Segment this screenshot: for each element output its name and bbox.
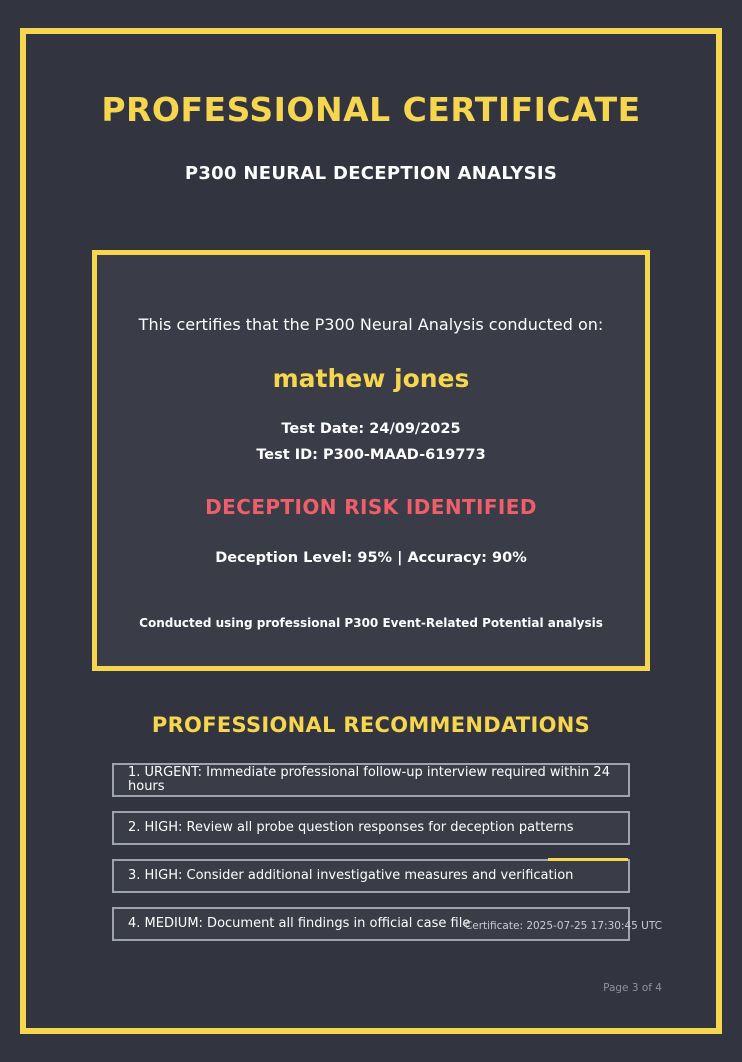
page-title: PROFESSIONAL CERTIFICATE <box>101 90 641 129</box>
recommendation-text: 3. HIGH: Consider additional investigative measures and verification <box>128 868 574 883</box>
gold-accent-bar <box>548 858 628 861</box>
certification-panel <box>92 250 650 671</box>
page-number: Page 3 of 4 <box>603 982 662 994</box>
page-subtitle: P300 NEURAL DECEPTION ANALYSIS <box>184 163 558 184</box>
recommendation-text: 1. URGENT: Immediate professional follow-up interview required within 24 hours <box>128 765 610 794</box>
certificate-timestamp: Certificate: 2025-07-25 17:30:45 UTC <box>464 920 662 932</box>
recommendation-text: 2. HIGH: Review all probe question responses for deception patterns <box>128 820 574 835</box>
list-item <box>112 811 630 845</box>
subject-name: mathew jones <box>272 364 470 393</box>
list-item <box>112 859 630 893</box>
test-id: Test ID: P300-MAAD-619773 <box>256 447 486 463</box>
certifies-text: This certifies that the P300 Neural Analysis conducted on: <box>138 315 604 334</box>
list-item <box>112 763 630 797</box>
recommendations-heading: PROFESSIONAL RECOMMENDATIONS <box>151 713 591 737</box>
status-badge: DECEPTION RISK IDENTIFIED <box>205 495 537 519</box>
recommendations-list <box>62 763 680 941</box>
test-date: Test Date: 24/09/2025 <box>281 421 461 437</box>
deception-levels: Deception Level: 95% | Accuracy: 90% <box>215 550 527 566</box>
recommendation-text: 4. MEDIUM: Document all findings in official case file <box>128 916 471 931</box>
method-note: Conducted using professional P300 Event-Related Potential analysis <box>139 616 603 630</box>
certificate-content <box>30 38 712 1024</box>
